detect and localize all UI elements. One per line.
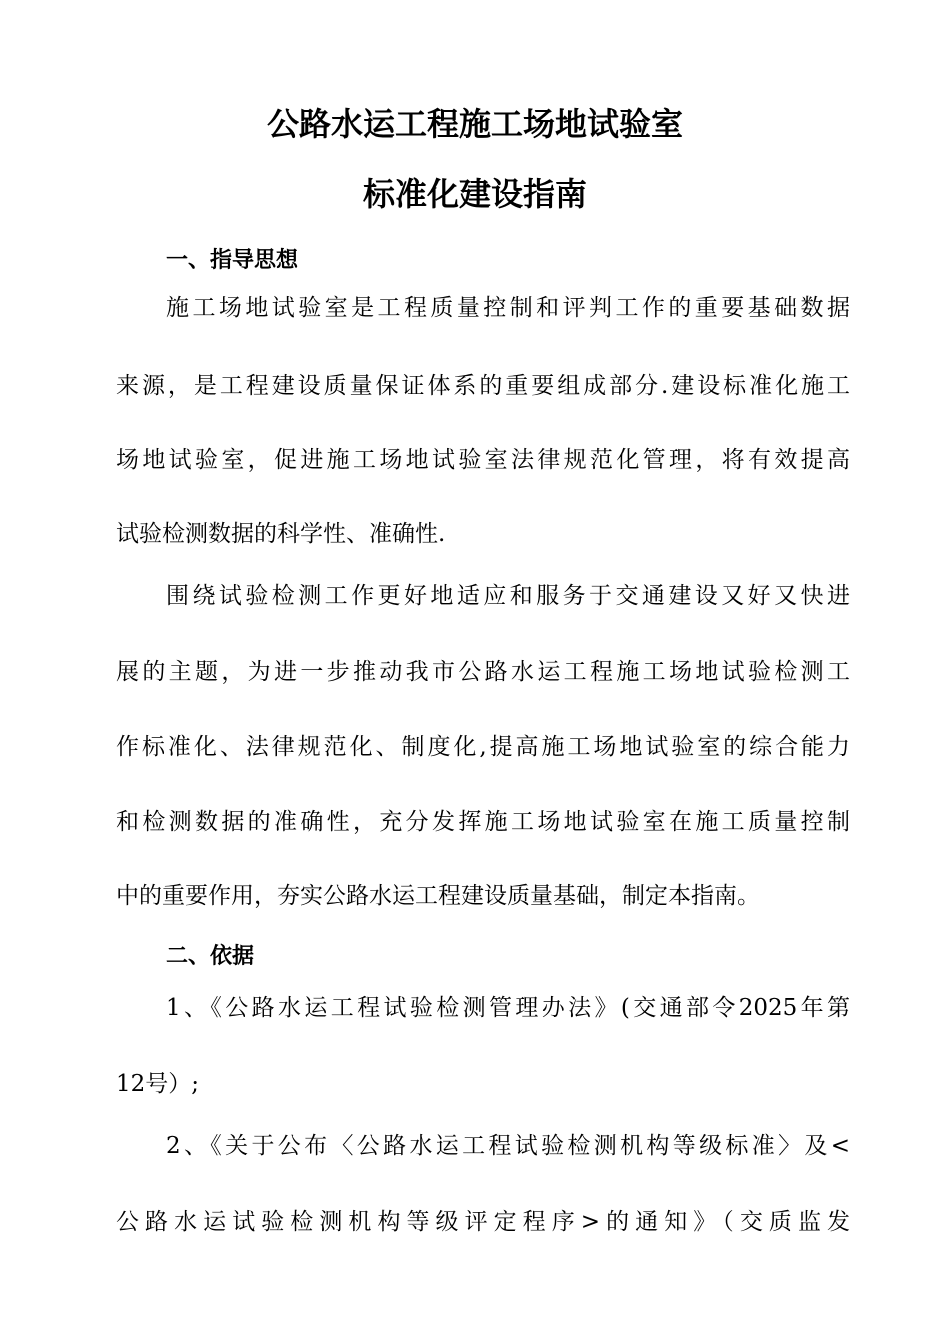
list-item-line: 1、《公路水运工程试验检测管理办法》(交通部令2025年第: [166, 995, 850, 1021]
paragraph-line: 围绕试验检测工作更好地适应和服务于交通建设又好又快进: [166, 583, 850, 609]
paragraph-line: 试验检测数据的科学性、准确性.: [116, 521, 446, 547]
document-title-line1: 公路水运工程施工场地试验室: [266, 105, 683, 143]
paragraph-line: 来源，是工程建设质量保证体系的重要组成部分.建设标准化施工: [116, 373, 850, 399]
paragraph-line: 中的重要作用，夯实公路水运工程建设质量基础，制定本指南。: [116, 883, 760, 909]
document-title-line2: 标准化建设指南: [362, 175, 587, 213]
paragraph-line: 展的主题，为进一步推动我市公路水运工程施工场地试验检测工: [116, 659, 850, 685]
section-heading-basis: 二、依据: [166, 944, 255, 969]
list-item-line: 2、《关于公布〈公路水运工程试验检测机构等级标准〉及<: [166, 1133, 850, 1159]
section-heading-guiding-ideology: 一、指导思想: [166, 248, 299, 273]
paragraph-line: 场地试验室，促进施工场地试验室法律规范化管理，将有效提高: [116, 447, 850, 473]
paragraph-line: 和检测数据的准确性，充分发挥施工场地试验室在施工质量控制: [116, 809, 850, 835]
paragraph-line: 施工场地试验室是工程质量控制和评判工作的重要基础数据: [166, 295, 850, 321]
list-item-line: 12号）;: [116, 1071, 200, 1097]
paragraph-line: 作标准化、法律规范化、制度化,提高施工场地试验室的综合能力: [116, 734, 850, 760]
list-item-line: 公路水运试验检测机构等级评定程序>的通知》（交质监发: [116, 1209, 850, 1235]
